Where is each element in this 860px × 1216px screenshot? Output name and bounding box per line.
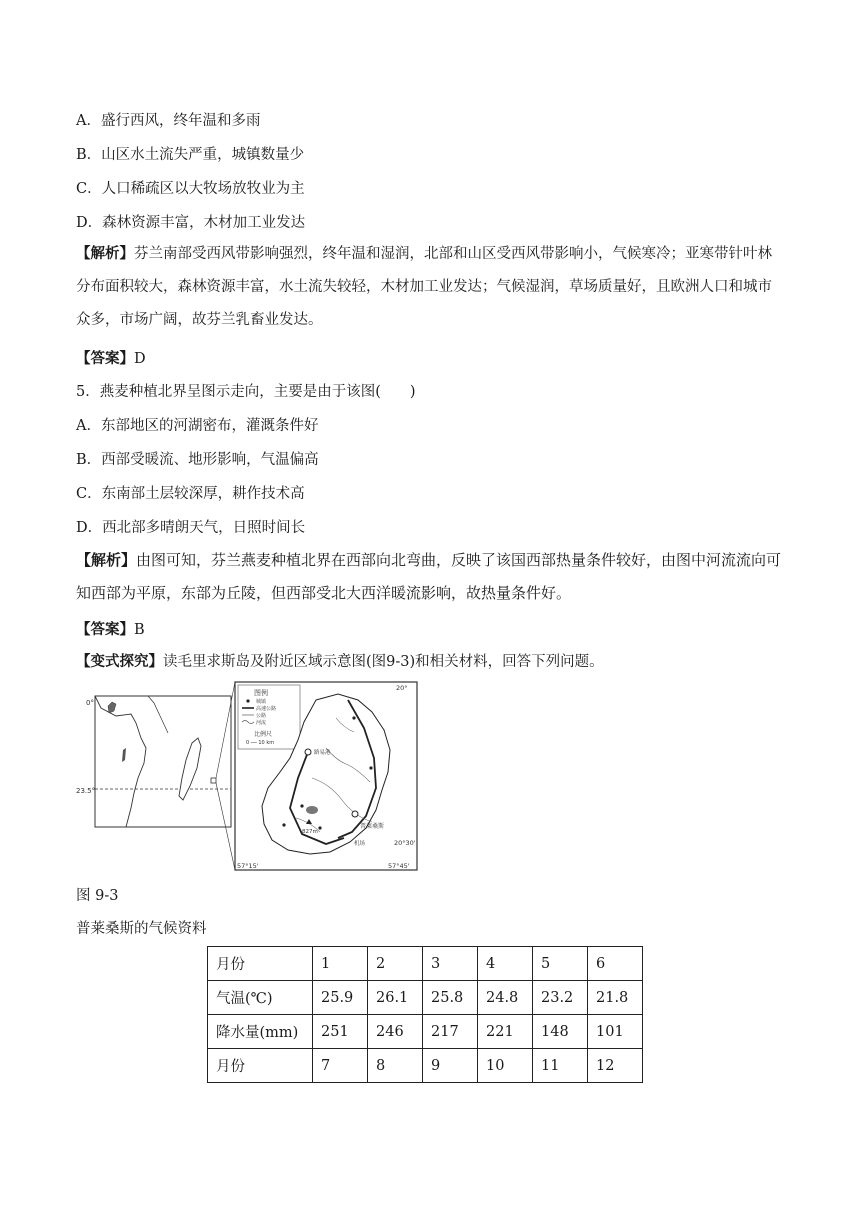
table-cell: 2 xyxy=(368,947,423,981)
q5-answer xyxy=(76,620,145,640)
town-symbol xyxy=(246,699,249,702)
table-cell: 11 xyxy=(533,1049,588,1083)
lon-zero-label: 0° xyxy=(86,699,94,707)
table-cell: 101 xyxy=(588,1015,643,1049)
analysis-tag: 【解析】 xyxy=(76,245,134,262)
table-cell: 1 xyxy=(313,947,368,981)
analysis-text: 由图可知，芬兰燕麦种植北界在西部向北弯曲，反映了该国西部热量条件较好，由图中河流流向可知西部为平原，东部为丘陵，但西部受北大西洋暖流影响，故热量条件好。 xyxy=(76,551,782,602)
variant-intro xyxy=(76,652,604,672)
analysis-text: 芬兰南部受西风带影响强烈，终年温和湿润，北部和山区受西风带影响小，气候寒冷；亚寒带针叶林分布面积较大，森林资源丰富，水土流失较轻，木材加工业发达；气候湿润，草场质量好，且欧洲人口和城市众多，市场广阔，故芬兰乳畜业发达。 xyxy=(76,246,772,328)
table-cell: 23.2 xyxy=(533,981,588,1015)
table-row xyxy=(208,1015,643,1049)
variant-tag: 【变式探究】 xyxy=(76,653,163,670)
answer-tag: 【答案】 xyxy=(76,621,134,638)
plaisance-marker xyxy=(352,811,358,817)
port-louis-label: 路易港 xyxy=(314,750,331,756)
lon-5745-label: 57°45' xyxy=(388,862,410,870)
answer-value: D xyxy=(134,351,146,367)
town-dot-4 xyxy=(282,823,285,826)
lon-5715-label: 57°15' xyxy=(237,862,259,870)
table-cell: 24.8 xyxy=(478,981,533,1015)
q5-option-a: A．东部地区的河湖密布，灌溉条件好 xyxy=(76,418,319,434)
legend-road: 公路 xyxy=(256,713,267,719)
q4-option-c: C．人口稀疏区以大牧场放牧业为主 xyxy=(76,181,305,197)
q5-option-b: B．西部受暖流、地形影响，气温偏高 xyxy=(76,452,319,468)
table-cell: 5 xyxy=(533,947,588,981)
table-cell: 12 xyxy=(588,1049,643,1083)
table-cell: 26.1 xyxy=(368,981,423,1015)
q4-option-d: D．森林资源丰富，木材加工业发达 xyxy=(76,215,306,231)
mauritius-map xyxy=(76,678,420,874)
q4-option-b: B．山区水土流失严重，城镇数量少 xyxy=(76,147,305,163)
table-row xyxy=(208,981,643,1015)
lat-2030-label: 20°30' xyxy=(394,839,416,847)
q5-stem: 5．燕麦种植北界呈图示走向，主要是由于该图( ) xyxy=(76,384,416,400)
mauritius-marker xyxy=(211,778,216,783)
airport-label: 机场 xyxy=(354,841,366,847)
table-cell: 4 xyxy=(478,947,533,981)
peak-label: 827m xyxy=(302,829,318,835)
table-cell: 气温(℃) xyxy=(208,981,313,1015)
q5-option-c: C．东南部土层较深厚，耕作技术高 xyxy=(76,486,305,502)
table-row xyxy=(208,947,643,981)
legend-river: 河流 xyxy=(256,720,267,726)
q5-option-d: D．西北部多晴朗天气，日照时间长 xyxy=(76,520,306,536)
table-cell: 251 xyxy=(313,1015,368,1049)
table-cell: 降水量(mm) xyxy=(208,1015,313,1049)
table-cell: 246 xyxy=(368,1015,423,1049)
table-cell: 25.9 xyxy=(313,981,368,1015)
legend-title: 图例 xyxy=(254,689,268,697)
tropic-label: 23.5° xyxy=(76,787,96,795)
table-cell: 9 xyxy=(423,1049,478,1083)
analysis-tag: 【解析】 xyxy=(76,551,137,569)
scale-title: 比例尺 xyxy=(254,731,273,738)
q5-analysis xyxy=(76,544,786,610)
town-dot-5 xyxy=(318,826,321,829)
figure-caption: 图 9-3 xyxy=(76,888,119,904)
table-cell: 21.8 xyxy=(588,981,643,1015)
town-dot-2 xyxy=(369,766,372,769)
answer-tag: 【答案】 xyxy=(76,350,134,367)
table-title: 普莱桑斯的气候资料 xyxy=(76,921,207,937)
town-dot-1 xyxy=(300,804,303,807)
q4-analysis xyxy=(76,237,786,337)
plaisance-label: 普莱桑斯 xyxy=(360,823,385,830)
table-cell: 7 xyxy=(313,1049,368,1083)
table-cell: 6 xyxy=(588,947,643,981)
port-louis-marker xyxy=(305,749,311,755)
variant-text: 读毛里求斯岛及附近区域示意图(图9-3)和相关材料，回答下列问题。 xyxy=(163,654,604,670)
table-cell: 3 xyxy=(423,947,478,981)
climate-table xyxy=(207,946,643,1083)
legend-town: 城镇 xyxy=(256,699,267,705)
table-cell: 148 xyxy=(533,1015,588,1049)
lat-20-label: 20° xyxy=(396,684,408,692)
table-cell: 月份 xyxy=(208,947,313,981)
reservoir xyxy=(306,806,318,814)
table-cell: 月份 xyxy=(208,1049,313,1083)
table-cell: 25.8 xyxy=(423,981,478,1015)
q4-option-a: A．盛行西风，终年温和多雨 xyxy=(76,113,261,129)
table-cell: 10 xyxy=(478,1049,533,1083)
scale-bar: 0 ── 10 km xyxy=(246,740,275,746)
legend-highway: 高速公路 xyxy=(256,706,277,712)
town-dot-3 xyxy=(352,716,355,719)
table-cell: 217 xyxy=(423,1015,478,1049)
q4-answer xyxy=(76,349,146,369)
table-row xyxy=(208,1049,643,1083)
answer-value: B xyxy=(134,622,145,638)
table-cell: 8 xyxy=(368,1049,423,1083)
table-cell: 221 xyxy=(478,1015,533,1049)
